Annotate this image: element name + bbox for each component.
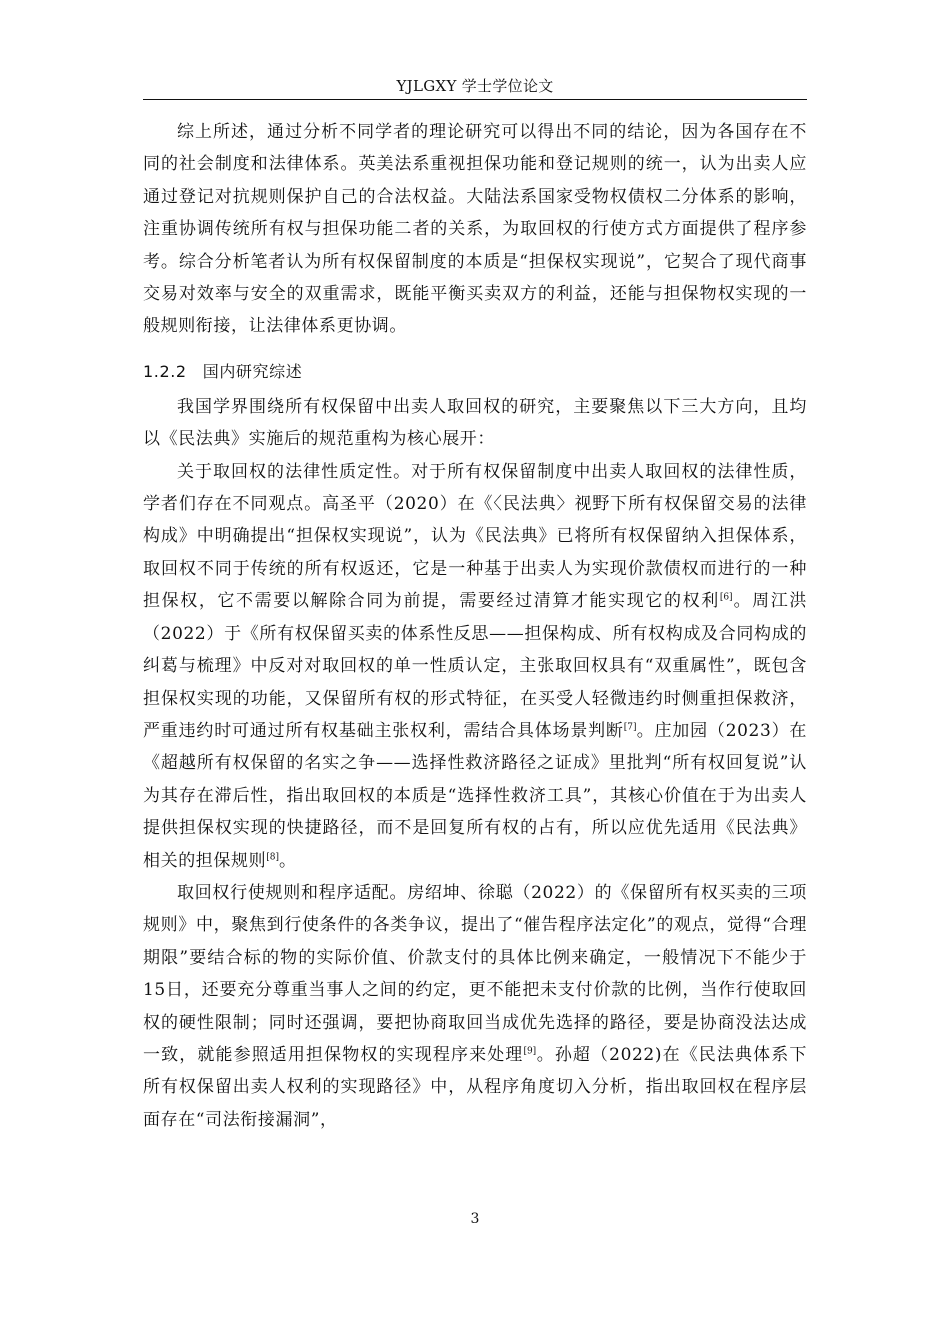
citation-ref: [8] xyxy=(266,851,279,862)
paragraph-text: 。庄加园（2023）在《超越所有权保留的名实之争——选择性救济路径之证成》里批判“所有权回复说”认为其存在滞后性，指出取回权的本质是“选择性救济工具”，其核心价值在于为出卖人提供担保权实现的快捷路径，而不是回复所有权的占有，所以应优先适用《民法典》相关的担保规则 xyxy=(143,720,807,871)
citation-ref: [7] xyxy=(623,722,637,733)
body-text xyxy=(143,116,807,1136)
paragraph-text: 关于取回权的法律性质定性。对于所有权保留制度中出卖人取回权的法律性质，学者们存在不同观点。高圣平（2020）在《〈民法典〉视野下所有权保留交易的法律构成》中明确提出“担保权实现说”，认为《民法典》已将所有权保留纳入担保体系，取回权不同于传统的所有权返还，它是一种基于出卖人为实现价款债权而进行的一种担保权，它不需要以解除合同为前提，需要经过清算才能实现它的权利 xyxy=(143,461,807,612)
paragraph-legal-nature xyxy=(143,456,807,877)
paragraph-intro: 我国学界围绕所有权保留中出卖人取回权的研究，主要聚焦以下三大方向，且均以《民法典》实施后的规范重构为核心展开： xyxy=(143,396,807,450)
section-number: 1.2.2 xyxy=(143,361,187,381)
running-header: YJLGXY 学士学位论文 xyxy=(396,77,554,95)
paragraph-text: 取回权行使规则和程序适配。房绍坤、徐聪（2022）的《保留所有权买卖的三项规则》中，聚焦到行使条件的各类争议，提出了“催告程序法定化”的观点，觉得“合理期限”要结合标的物的实际价值、价款支付的具体比例来确定，一般情况下不能少于15日，还要充分尊重当事人之间的约定，更不能把未支付价款的比例，当作行使取回权的硬性限制；同时还强调，要把协商取回当成优先选择的路径，要是协商没法达成一致，就能参照适用担保物权的实现程序来处理 xyxy=(143,882,807,1065)
paragraph-text: 。周江洪（2022）于《所有权保留买卖的体系性反思——担保构成、所有权构成及合同构成的纠葛与梳理》中反对对取回权的单一性质认定，主张取回权具有“双重属性”，既包含担保权实现的功能，又保留所有权的形式特征，在买受人轻微违约时侧重担保救济，严重违约时可通过所有权基础主张权利，需结合具体场景判断 xyxy=(143,591,807,741)
section-title: 国内研究综述 xyxy=(202,361,303,381)
paragraph-text: 。孙超（2022)在《民法典体系下所有权保留出卖人权利的实现路径》中，从程序角度切入分析，指出取回权在程序层面存在“司法衔接漏洞”， xyxy=(143,1044,807,1130)
citation-ref: [9] xyxy=(523,1046,537,1057)
page-number: 3 xyxy=(470,1211,480,1227)
section-heading xyxy=(143,357,807,387)
paragraph-summary: 综上所述，通过分析不同学者的理论研究可以得出不同的结论，因为各国存在不同的社会制度和法律体系。英美法系重视担保功能和登记规则的统一，认为出卖人应通过登记对抗规则保护自己的合法权益。大陆法系国家受物权债权二分体系的影响，注重协调传统所有权与担保功能二者的关系，为取回权的行使方式方面提供了程序参考。综合分析笔者认为所有权保留制度的本质是“担保权实现说”，它契合了现代商事交易对效率与安全的双重需求，既能平衡买卖双方的利益，还能与担保物权实现的一般规则衔接，让法律体系更协调。 xyxy=(143,122,807,337)
citation-ref: [6] xyxy=(719,592,733,603)
paragraph-exercise-rules xyxy=(143,877,807,1136)
paragraph-text: 。 xyxy=(278,850,297,871)
header-divider xyxy=(143,99,807,100)
